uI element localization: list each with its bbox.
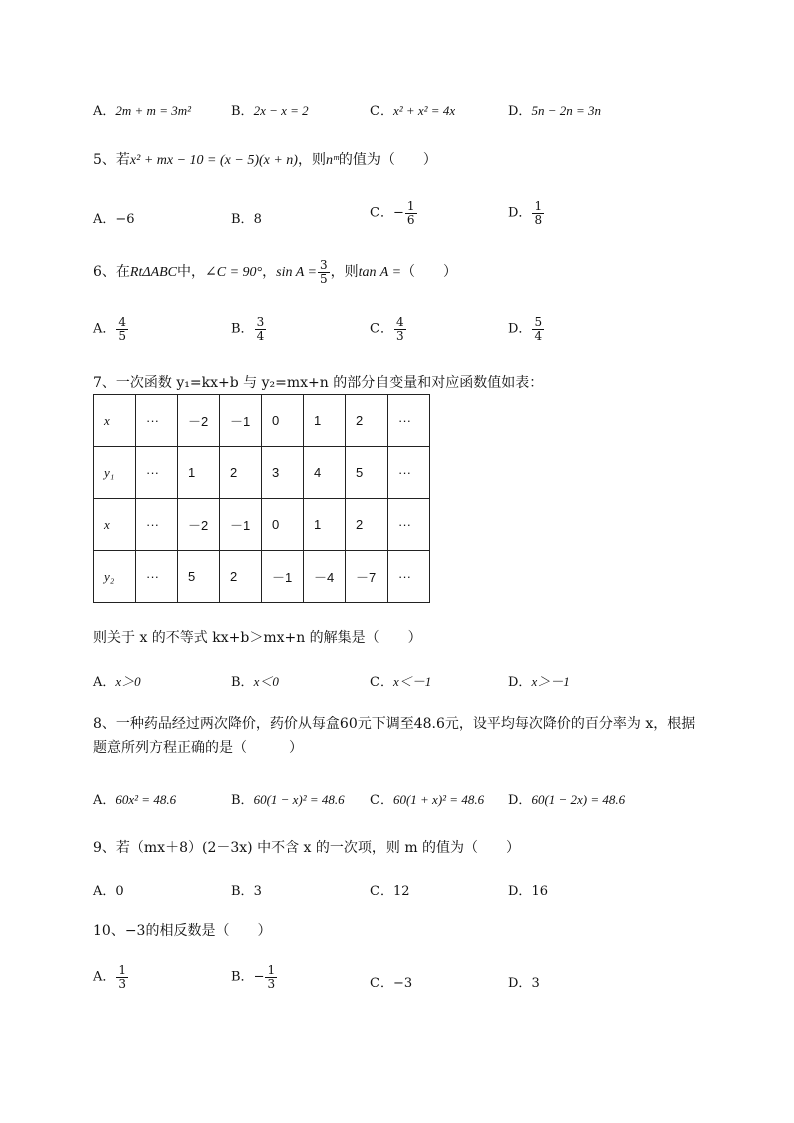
q9-option-a	[93, 880, 124, 899]
numerator: 3	[256, 315, 265, 329]
q6-triangle: RtΔABC	[129, 265, 178, 281]
table-cell: －1	[262, 551, 304, 603]
table-cell: －2	[178, 395, 220, 447]
option-label: A．	[93, 675, 116, 690]
q6-option-d	[508, 316, 545, 342]
denominator: 8	[534, 212, 543, 227]
table-row-header: y₂	[94, 551, 136, 603]
q6-mid-1: 中，	[177, 264, 206, 281]
denominator: 3	[395, 328, 404, 343]
denominator: 5	[118, 328, 127, 343]
table-cell: 1	[304, 499, 346, 551]
q6-suffix: （ ）	[401, 264, 458, 281]
function-value-table	[93, 394, 430, 603]
option-sign: −	[392, 205, 404, 221]
numerator: 5	[534, 315, 543, 329]
numerator: 4	[118, 315, 127, 329]
q6-option-b	[231, 316, 267, 342]
option-label: D．	[508, 321, 532, 337]
table-cell: 5	[346, 447, 388, 499]
table-cell: ···	[136, 447, 178, 499]
q8-stem-line-2: 题意所列方程正确的是（ ）	[93, 740, 303, 756]
fraction	[532, 316, 544, 342]
q6-option-a	[93, 316, 129, 342]
option-label: D．	[508, 976, 532, 991]
q10-option-b	[231, 964, 278, 990]
table-cell: ···	[388, 499, 430, 551]
option-label: B．	[231, 884, 254, 899]
q9-option-c	[370, 880, 410, 899]
table-cell: ···	[388, 551, 430, 603]
option-label: A．	[93, 321, 116, 337]
q8-stem-line-1: 8、一种药品经过两次降价，药价从每盒60元下调至48.6元，设平均每次降价的百分率为 x，根据	[93, 716, 696, 732]
q7-option-a	[93, 671, 141, 690]
option-label: B．	[231, 212, 254, 227]
denominator: 3	[267, 976, 276, 991]
option-text: 0	[115, 884, 124, 899]
fraction	[255, 316, 267, 342]
option-label: D．	[508, 205, 532, 221]
q9-stem: 9、若（mx＋8）(2－3x) 中不含 x 的一次项，则 m 的值为（ ）	[93, 840, 521, 856]
table-cell: 0	[262, 499, 304, 551]
q10-option-a	[93, 964, 129, 990]
table-cell: ···	[136, 499, 178, 551]
table-cell: ···	[136, 395, 178, 447]
option-text: 8	[253, 212, 262, 227]
q6-mid-2: ，	[262, 264, 277, 281]
q10-stem: 10、−3的相反数是（ ）	[93, 923, 272, 939]
table-row-header: y₁	[94, 447, 136, 499]
table-cell: －1	[220, 395, 262, 447]
option-text: x＞－1	[531, 674, 570, 689]
q6-tangent: tan A =	[358, 265, 402, 281]
option-label: A．	[93, 212, 116, 227]
table-cell: 1	[304, 395, 346, 447]
option-text: 16	[531, 884, 548, 899]
option-text: 3	[531, 976, 540, 991]
q8-option-d	[508, 789, 625, 808]
q4-option-c	[370, 100, 455, 119]
option-text: 60x² = 48.6	[115, 792, 177, 807]
table-cell: －2	[178, 499, 220, 551]
option-text: −3	[392, 976, 413, 991]
fraction	[116, 316, 128, 342]
table-cell: －4	[304, 551, 346, 603]
q7-option-d	[508, 671, 570, 690]
option-label: C．	[370, 976, 393, 991]
denominator: 6	[406, 212, 415, 227]
q7-option-c	[370, 671, 431, 690]
option-label: C．	[370, 321, 393, 337]
table-cell: 3	[262, 447, 304, 499]
q7-option-b	[231, 671, 279, 690]
q5-option-b	[231, 208, 262, 227]
q7-stem: 7、一次函数 y₁=kx+b 与 y₂=mx+n 的部分自变量和对应函数值如表：	[93, 375, 544, 391]
numerator: 4	[395, 315, 404, 329]
option-text: −6	[115, 212, 135, 227]
q10-option-c	[370, 972, 412, 991]
table-cell: －1	[220, 499, 262, 551]
fraction	[394, 316, 406, 342]
q9-option-b	[231, 880, 262, 899]
option-label: A．	[93, 969, 116, 985]
option-label: C．	[370, 884, 393, 899]
option-text: x＜0	[253, 674, 279, 689]
q5-suffix: 的值为（ ）	[338, 152, 437, 168]
option-label: C．	[370, 205, 393, 221]
fraction	[116, 964, 128, 990]
q8-option-a	[93, 789, 176, 808]
option-label: A．	[93, 104, 116, 119]
table-row	[94, 551, 430, 603]
table-cell: 1	[178, 447, 220, 499]
q8-option-b	[231, 789, 345, 808]
q6-mid-3: ，则	[330, 264, 359, 281]
option-label: D．	[508, 675, 532, 690]
option-sign: −	[253, 969, 265, 985]
table-cell: －7	[346, 551, 388, 603]
option-label: B．	[231, 321, 254, 337]
table-cell: ···	[388, 395, 430, 447]
q5-expression-2: nᵐ	[325, 153, 339, 168]
denominator: 4	[256, 328, 265, 343]
option-text: 2x − x = 2	[253, 103, 309, 118]
option-label: B．	[231, 969, 254, 985]
option-text: 3	[253, 884, 262, 899]
numerator: 1	[267, 963, 276, 977]
option-text: x＜－1	[392, 674, 432, 689]
numerator: 1	[118, 963, 127, 977]
fraction	[532, 200, 544, 226]
table-cell: 0	[262, 395, 304, 447]
q5-option-a	[93, 208, 135, 227]
q9-option-d	[508, 880, 548, 899]
option-text: 2m + m = 3m²	[115, 103, 191, 118]
table-cell: 2	[346, 395, 388, 447]
q6-sine: sin A =	[276, 265, 317, 281]
q6-angle: ∠C = 90°	[205, 265, 263, 281]
q5-expression: x² + mx − 10 = (x − 5)(x + n)	[129, 153, 298, 168]
option-label: C．	[370, 793, 393, 808]
q5-option-d	[508, 200, 545, 226]
denominator: 4	[534, 328, 543, 343]
denominator: 5	[320, 271, 328, 286]
table-row	[94, 447, 430, 499]
q8-option-c	[370, 789, 484, 808]
q5-option-c	[370, 200, 418, 226]
fraction	[318, 259, 330, 285]
table-cell: ···	[136, 551, 178, 603]
option-text: 60(1 − x)² = 48.6	[253, 792, 345, 807]
option-text: x＞0	[115, 674, 141, 689]
table-row-header: x	[94, 499, 136, 551]
option-text: 12	[392, 884, 410, 899]
option-label: A．	[93, 884, 116, 899]
table-row	[94, 499, 430, 551]
option-label: A．	[93, 793, 116, 808]
q5-prefix: 5、若	[93, 152, 130, 168]
table-cell: 4	[304, 447, 346, 499]
option-label: B．	[231, 793, 254, 808]
numerator: 1	[406, 199, 415, 213]
fraction	[265, 964, 277, 990]
option-text: x² + x² = 4x	[392, 103, 456, 118]
fraction	[405, 200, 417, 226]
option-text: 60(1 − 2x) = 48.6	[531, 792, 626, 807]
option-text: 60(1 + x)² = 48.6	[392, 792, 485, 807]
q4-option-a	[93, 100, 191, 119]
table-cell: ···	[388, 447, 430, 499]
q6-prefix: 6、在	[93, 264, 130, 281]
option-label: C．	[370, 675, 393, 690]
table-cell: 5	[178, 551, 220, 603]
table-row-header: x	[94, 395, 136, 447]
q7-question: 则关于 x 的不等式 kx+b＞mx+n 的解集是（ ）	[93, 630, 422, 646]
q10-option-d	[508, 972, 540, 991]
option-label: C．	[370, 104, 393, 119]
q5-mid: ，则	[297, 152, 326, 168]
numerator: 1	[534, 199, 543, 213]
table-cell: 2	[220, 447, 262, 499]
denominator: 3	[118, 976, 127, 991]
table-cell: 2	[346, 499, 388, 551]
numerator: 3	[320, 258, 328, 272]
option-text: 5n − 2n = 3n	[531, 103, 601, 118]
q4-option-d	[508, 100, 601, 119]
q6-stem	[93, 259, 457, 285]
q6-option-c	[370, 316, 407, 342]
option-label: B．	[231, 104, 254, 119]
option-label: D．	[508, 884, 532, 899]
table-cell: 2	[220, 551, 262, 603]
option-label: B．	[231, 675, 254, 690]
table-row	[94, 395, 430, 447]
option-label: D．	[508, 104, 532, 119]
q5-stem	[93, 149, 437, 169]
q4-option-b	[231, 100, 309, 119]
option-label: D．	[508, 793, 532, 808]
